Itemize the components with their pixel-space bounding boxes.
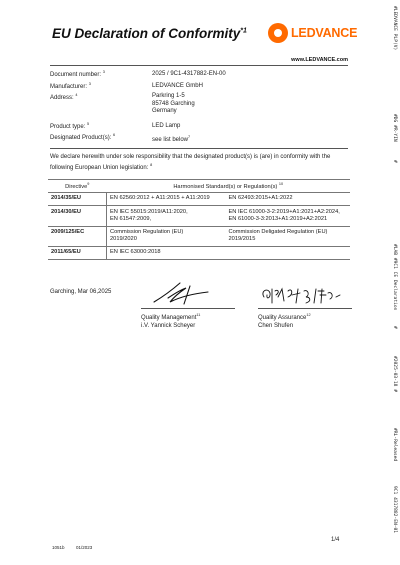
table-row: 2009/125/EC Commission Regulation (EU) 2019/2020 Commission Deligated Regulation (EU) 2019/2015 [48, 226, 350, 246]
designated-products-value: see list below$^7$ [152, 135, 191, 143]
ledvance-logo [268, 22, 357, 44]
place-and-date: Garching, Mar 06,2025 [50, 289, 112, 295]
page-number: 1/4 [331, 537, 340, 543]
meta-divider [50, 148, 348, 149]
directive-header: Directive$^9$ [48, 180, 107, 193]
signature-line-right [258, 308, 352, 309]
margin-text-lab: #LAB #9C1 CE Declaration [392, 244, 397, 311]
margin-text-bottom: 9C1 4317882-EN-01 [392, 486, 397, 534]
margin-text-hash-2: # [392, 326, 397, 329]
margin-text-date: #2025-03-18 # [392, 356, 397, 392]
declaration-text: We declare herewith under sole responsibility that the designated product(s) is (are) in conformity with the following European Union legislation: $^8$ [50, 154, 331, 171]
margin-text-top: #LEDVANCE PLP(V) [392, 6, 397, 51]
document-meta [50, 70, 350, 148]
meta-row-manufacturer: Manufacturer: $^3$ LEDVANCE GmbH [50, 82, 350, 90]
header-divider [50, 65, 348, 66]
margin-text-hash-1: # [392, 160, 397, 163]
table-header-row [48, 180, 350, 193]
form-date: 01/2023 [76, 545, 93, 550]
signature-line-left [141, 308, 235, 309]
manufacturer-value: LEDVANCE GmbH [152, 82, 203, 89]
signatory-quality-management: Quality Management$^{11}$ i.V. Yannick Scheyer [141, 313, 201, 329]
address-value: Parkring 1-5 85748 Garching Germany [152, 93, 195, 114]
website-link[interactable]: www.LEDVANCE.com [291, 57, 348, 63]
margin-text-dg: #DG #R-YIN [392, 114, 397, 142]
table-row: 2011/65/EU EN IEC 63000:2018 [48, 246, 350, 259]
meta-row-designated-products: Designated Product(s): $^6$ see list below$^7$ [50, 133, 350, 144]
ledvance-logo-icon [268, 23, 288, 43]
margin-text-status: #RL-Released [392, 428, 397, 462]
meta-row-document-number: Document number: $^3$ 2025 / 9C1-4317882-EN-00 [50, 70, 350, 78]
brand-name: LEDVANCE [291, 26, 358, 40]
meta-row-product-type: Product type: $^5$ LED Lamp [50, 122, 350, 130]
meta-row-address: Address: $^4$ Parkring 1-5 85748 Garching Germany [50, 93, 350, 116]
table-row: 2014/30/EU EN IEC 55015:2019/A11:2020, EN 61547:2009, EN IEC 61000-3-2:2019+A1:2021+A2:2024, EN 61000-3-3:2013+A1:2019+A2:2021 [48, 206, 350, 226]
table-row: 2014/35/EU EN 62560:2012 + A11:2015 + A11:2019 EN 62493:2015+A1:2022 [48, 192, 350, 205]
signatory-quality-assurance: Quality Assurance$^{12}$ Chen Shufen [258, 313, 311, 329]
document-number-value: 2025 / 9C1-4317882-EN-00 [152, 71, 226, 77]
signature-quality-management [150, 280, 212, 308]
form-code: 1051b [52, 545, 65, 550]
standards-header: Harmonised Standard(s) or Regulation(s) $^{10}$ [107, 180, 351, 193]
page-title: EU Declaration of Conformity$^{*1}$ [52, 26, 247, 41]
product-type-value: LED Lamp [152, 122, 181, 129]
standards-table [48, 179, 350, 260]
signature-quality-assurance [258, 283, 356, 307]
